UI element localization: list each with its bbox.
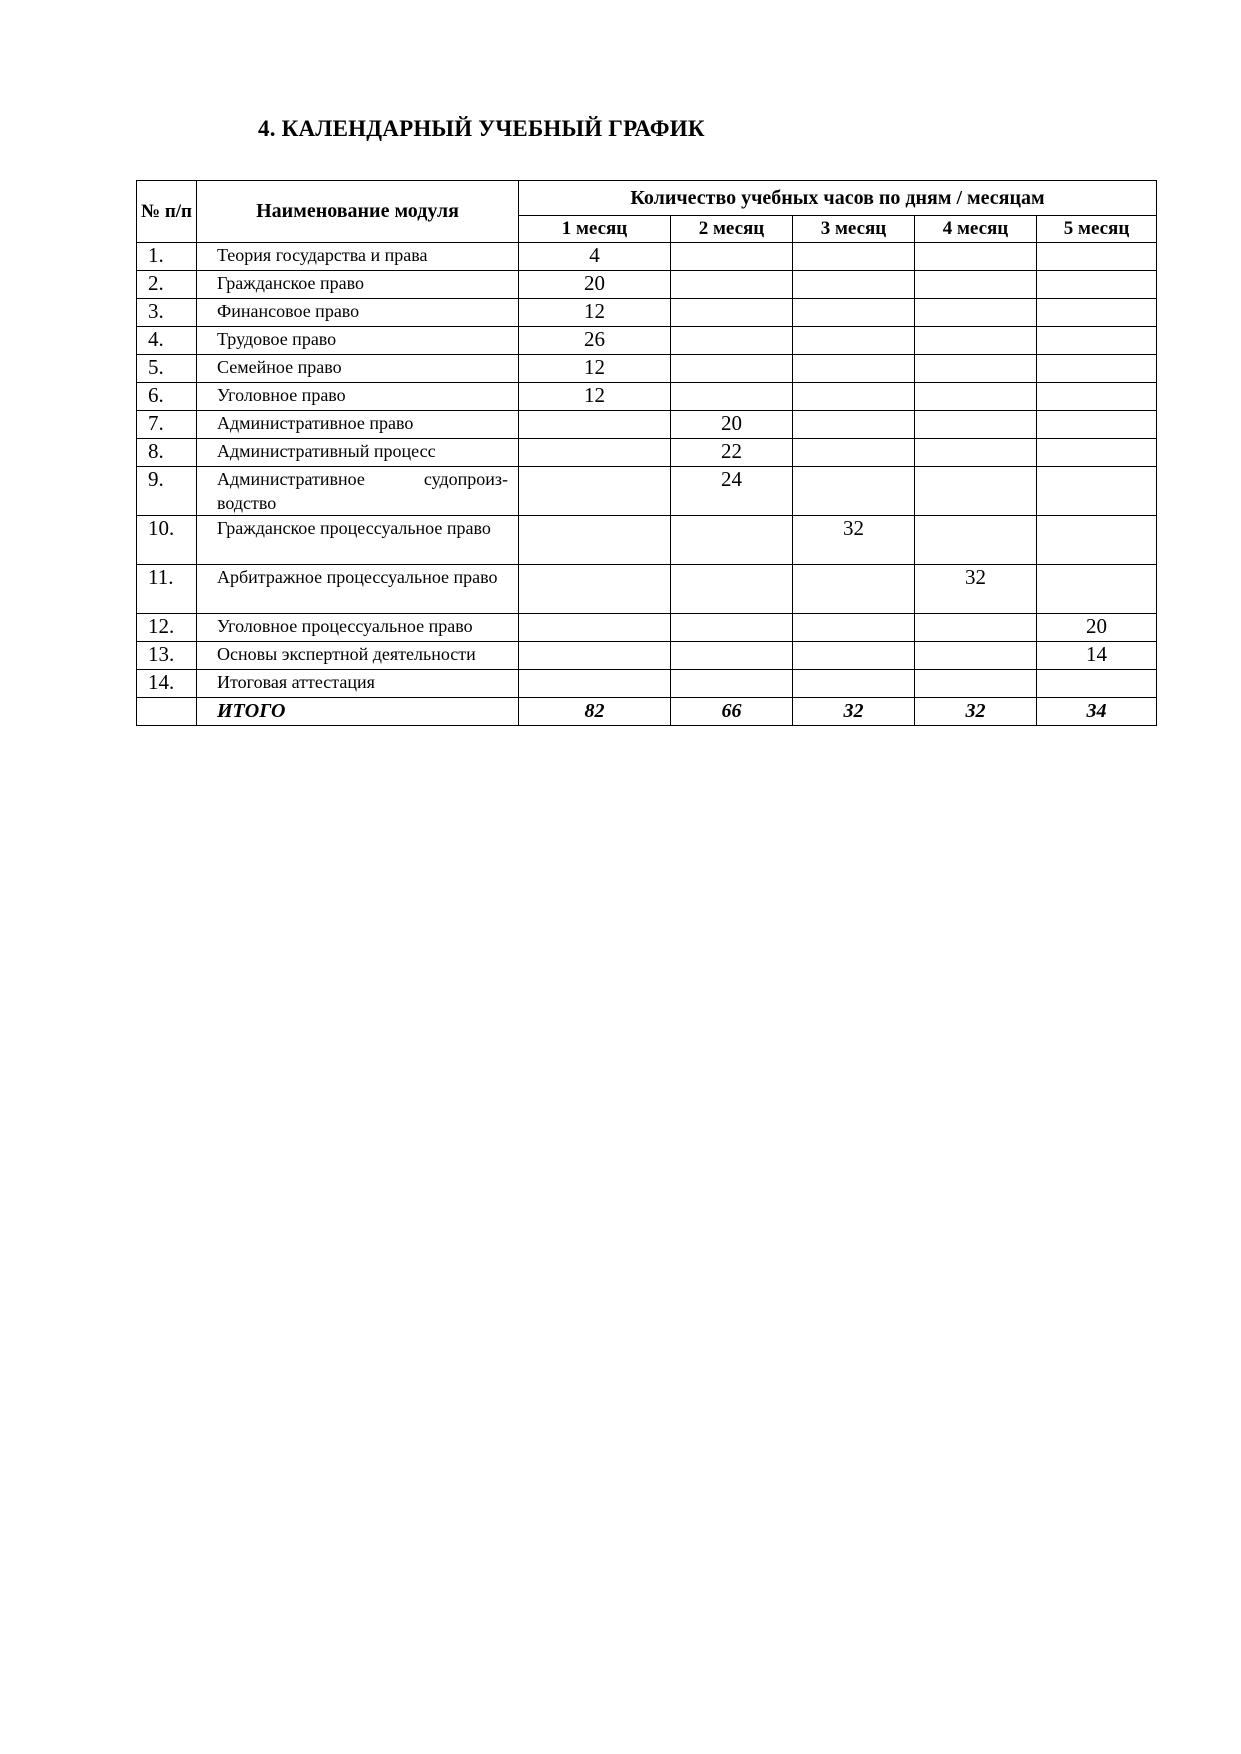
hours-month-1 [519, 467, 671, 516]
hours-month-2 [671, 243, 793, 271]
hours-month-1: 12 [519, 299, 671, 327]
hours-month-2 [671, 614, 793, 642]
hours-month-1: 26 [519, 327, 671, 355]
hours-month-3 [793, 327, 915, 355]
hours-month-1 [519, 614, 671, 642]
hours-month-4 [915, 299, 1037, 327]
hours-month-5 [1037, 355, 1157, 383]
row-number: 1. [137, 243, 197, 271]
hours-month-1: 12 [519, 383, 671, 411]
hours-month-4 [915, 383, 1037, 411]
hours-month-4 [915, 327, 1037, 355]
hours-month-4 [915, 243, 1037, 271]
module-name: Административный процесс [197, 439, 519, 467]
table-row [137, 614, 1157, 642]
hours-month-4: 32 [915, 565, 1037, 614]
hours-month-1 [519, 642, 671, 670]
hours-month-2 [671, 670, 793, 698]
row-number: 2. [137, 271, 197, 299]
hours-month-3 [793, 271, 915, 299]
hours-month-4 [915, 670, 1037, 698]
total-month-5: 34 [1037, 698, 1157, 726]
hours-month-2 [671, 516, 793, 565]
hours-month-5: 14 [1037, 642, 1157, 670]
hours-month-1 [519, 439, 671, 467]
module-name: Теория государства и права [197, 243, 519, 271]
hours-month-3 [793, 642, 915, 670]
hours-month-4 [915, 411, 1037, 439]
hours-month-1 [519, 670, 671, 698]
hours-month-4 [915, 355, 1037, 383]
hours-month-4 [915, 439, 1037, 467]
column-header-month-2: 2 месяц [671, 216, 793, 243]
row-number: 5. [137, 355, 197, 383]
module-name: Арбитражное процессуальное право [197, 565, 519, 614]
hours-month-3: 32 [793, 516, 915, 565]
hours-month-3 [793, 411, 915, 439]
hours-month-2 [671, 642, 793, 670]
module-name: Финансовое право [197, 299, 519, 327]
hours-month-2 [671, 327, 793, 355]
column-header-module-name: Наименование модуля [197, 181, 519, 243]
hours-month-2 [671, 299, 793, 327]
table-row [137, 467, 1157, 516]
module-name: Итоговая аттестация [197, 670, 519, 698]
hours-month-3 [793, 243, 915, 271]
table-row [137, 642, 1157, 670]
hours-month-1 [519, 565, 671, 614]
hours-month-3 [793, 355, 915, 383]
table-row [137, 565, 1157, 614]
hours-month-5 [1037, 439, 1157, 467]
table-row [137, 327, 1157, 355]
total-label: ИТОГО [197, 698, 519, 726]
hours-month-1: 20 [519, 271, 671, 299]
total-month-1: 82 [519, 698, 671, 726]
hours-month-5 [1037, 411, 1157, 439]
hours-month-3 [793, 614, 915, 642]
hours-month-5 [1037, 271, 1157, 299]
column-header-month-4: 4 месяц [915, 216, 1037, 243]
module-name: Административное судопроиз-водство [197, 467, 519, 516]
table-row [137, 355, 1157, 383]
row-number: 13. [137, 642, 197, 670]
module-name: Гражданское процессуальное право [197, 516, 519, 565]
total-row [137, 698, 1157, 726]
table-row [137, 439, 1157, 467]
hours-month-1: 4 [519, 243, 671, 271]
table-row [137, 383, 1157, 411]
hours-month-4 [915, 642, 1037, 670]
row-number: 3. [137, 299, 197, 327]
schedule-table [136, 180, 1157, 726]
module-name: Уголовное процессуальное право [197, 614, 519, 642]
hours-month-4 [915, 467, 1037, 516]
row-number: 8. [137, 439, 197, 467]
module-name: Гражданское право [197, 271, 519, 299]
table-row [137, 516, 1157, 565]
column-header-month-3: 3 месяц [793, 216, 915, 243]
hours-month-1 [519, 516, 671, 565]
hours-month-3 [793, 383, 915, 411]
total-month-4: 32 [915, 698, 1037, 726]
hours-month-5 [1037, 565, 1157, 614]
row-number: 7. [137, 411, 197, 439]
hours-month-3 [793, 467, 915, 516]
hours-month-2: 22 [671, 439, 793, 467]
column-header-month-5: 5 месяц [1037, 216, 1157, 243]
column-header-number: № п/п [137, 181, 197, 243]
module-name: Семейное право [197, 355, 519, 383]
module-name: Трудовое право [197, 327, 519, 355]
hours-month-5 [1037, 327, 1157, 355]
row-number: 6. [137, 383, 197, 411]
hours-month-2 [671, 271, 793, 299]
hours-month-5 [1037, 467, 1157, 516]
table-row [137, 243, 1157, 271]
hours-month-4 [915, 271, 1037, 299]
column-header-month-1: 1 месяц [519, 216, 671, 243]
hours-month-4 [915, 614, 1037, 642]
table-row [137, 411, 1157, 439]
hours-month-1 [519, 411, 671, 439]
hours-month-1: 12 [519, 355, 671, 383]
hours-month-5 [1037, 516, 1157, 565]
hours-month-5 [1037, 243, 1157, 271]
hours-month-2 [671, 383, 793, 411]
row-number: 10. [137, 516, 197, 565]
module-name: Административное право [197, 411, 519, 439]
hours-month-2 [671, 565, 793, 614]
document-title: 4. КАЛЕНДАРНЫЙ УЧЕБНЫЙ ГРАФИК [258, 116, 705, 141]
row-number: 4. [137, 327, 197, 355]
hours-month-2: 24 [671, 467, 793, 516]
total-month-3: 32 [793, 698, 915, 726]
hours-month-5: 20 [1037, 614, 1157, 642]
hours-month-3 [793, 439, 915, 467]
row-number: 9. [137, 467, 197, 516]
hours-month-5 [1037, 383, 1157, 411]
column-header-hours-group: Количество учебных часов по дням / месяцам [519, 181, 1157, 216]
table-row [137, 271, 1157, 299]
module-name: Уголовное право [197, 383, 519, 411]
hours-month-3 [793, 299, 915, 327]
hours-month-4 [915, 516, 1037, 565]
hours-month-3 [793, 565, 915, 614]
total-month-2: 66 [671, 698, 793, 726]
hours-month-3 [793, 670, 915, 698]
module-name: Основы экспертной деятельности [197, 642, 519, 670]
hours-month-2 [671, 355, 793, 383]
row-number: 11. [137, 565, 197, 614]
row-number: 12. [137, 614, 197, 642]
total-number-cell [137, 698, 197, 726]
hours-month-5 [1037, 299, 1157, 327]
row-number: 14. [137, 670, 197, 698]
table-row [137, 299, 1157, 327]
table-row [137, 670, 1157, 698]
hours-month-5 [1037, 670, 1157, 698]
hours-month-2: 20 [671, 411, 793, 439]
